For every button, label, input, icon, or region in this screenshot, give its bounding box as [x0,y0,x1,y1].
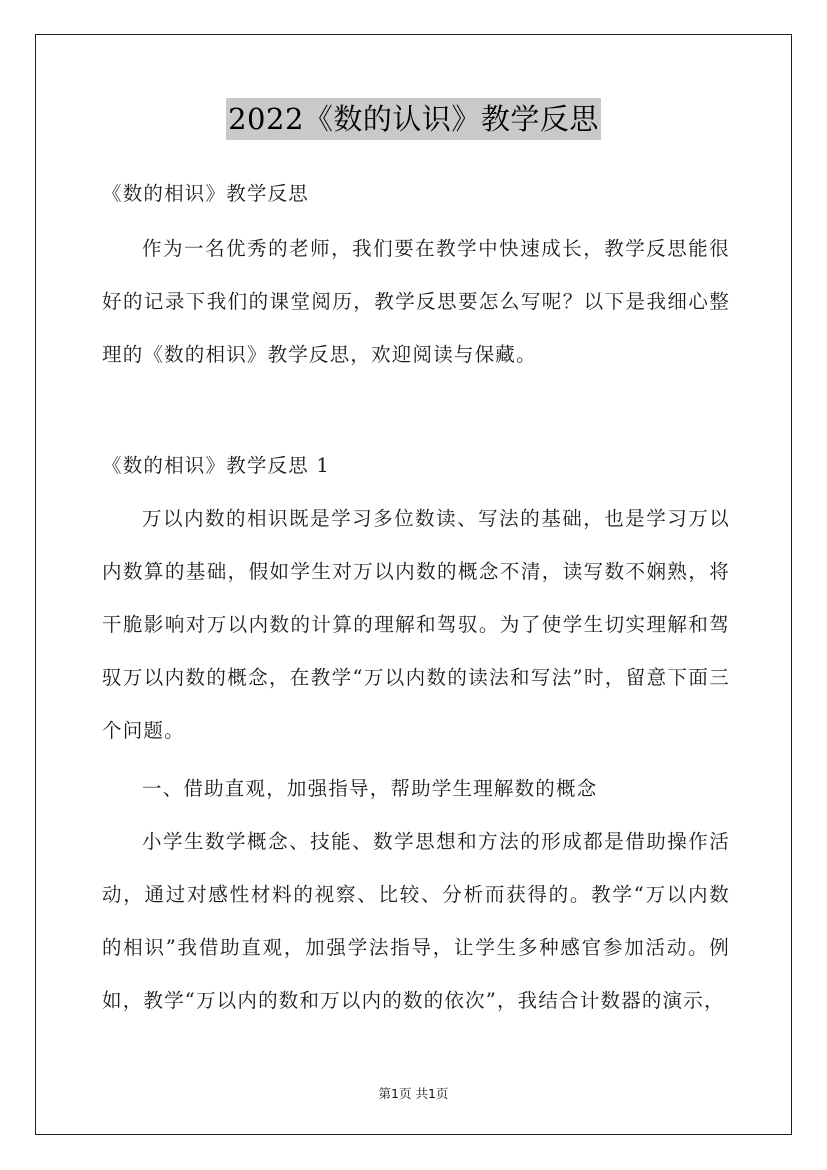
section-paragraph-2: 小学生数学概念、技能、数学思想和方法的形成都是借助操作活动，通过对感性材料的视察、比较、分析而获得的。教学“万以内数的相识”我借助直观，加强学法指导，让学生多种感官参加活动。例如，教学“万以内的数和万以内的数的依次”，我结合计数器的演示， [102,830,730,1012]
document-title: 2022《数的认识》教学反思 [226,98,601,140]
page-footer: 第1页 共1页 [378,1086,449,1101]
title-container [0,98,827,140]
section-heading: 《数的相识》教学反思 1 [102,454,331,477]
subtitle: 《数的相识》教学反思 [102,182,310,205]
section-paragraph-1: 万以内数的相识既是学习多位数读、写法的基础，也是学习万以内数算的基础，假如学生对万以内数的概念不清，读写数不娴熟，将干脆影响对万以内数的计算的理解和驾驭。为了使学生切实理解和驾驭万以内数的概念，在教学“万以内数的读法和写法”时，留意下面三个问题。 [102,507,730,742]
intro-paragraph: 作为一名优秀的老师，我们要在教学中快速成长，教学反思能很好的记录下我们的课堂阅历，教学反思要怎么写呢？以下是我细心整理的《数的相识》教学反思，欢迎阅读与保藏。 [102,237,730,366]
point-one-heading: 一、借助直观，加强指导，帮助学生理解数的概念 [142,777,598,800]
